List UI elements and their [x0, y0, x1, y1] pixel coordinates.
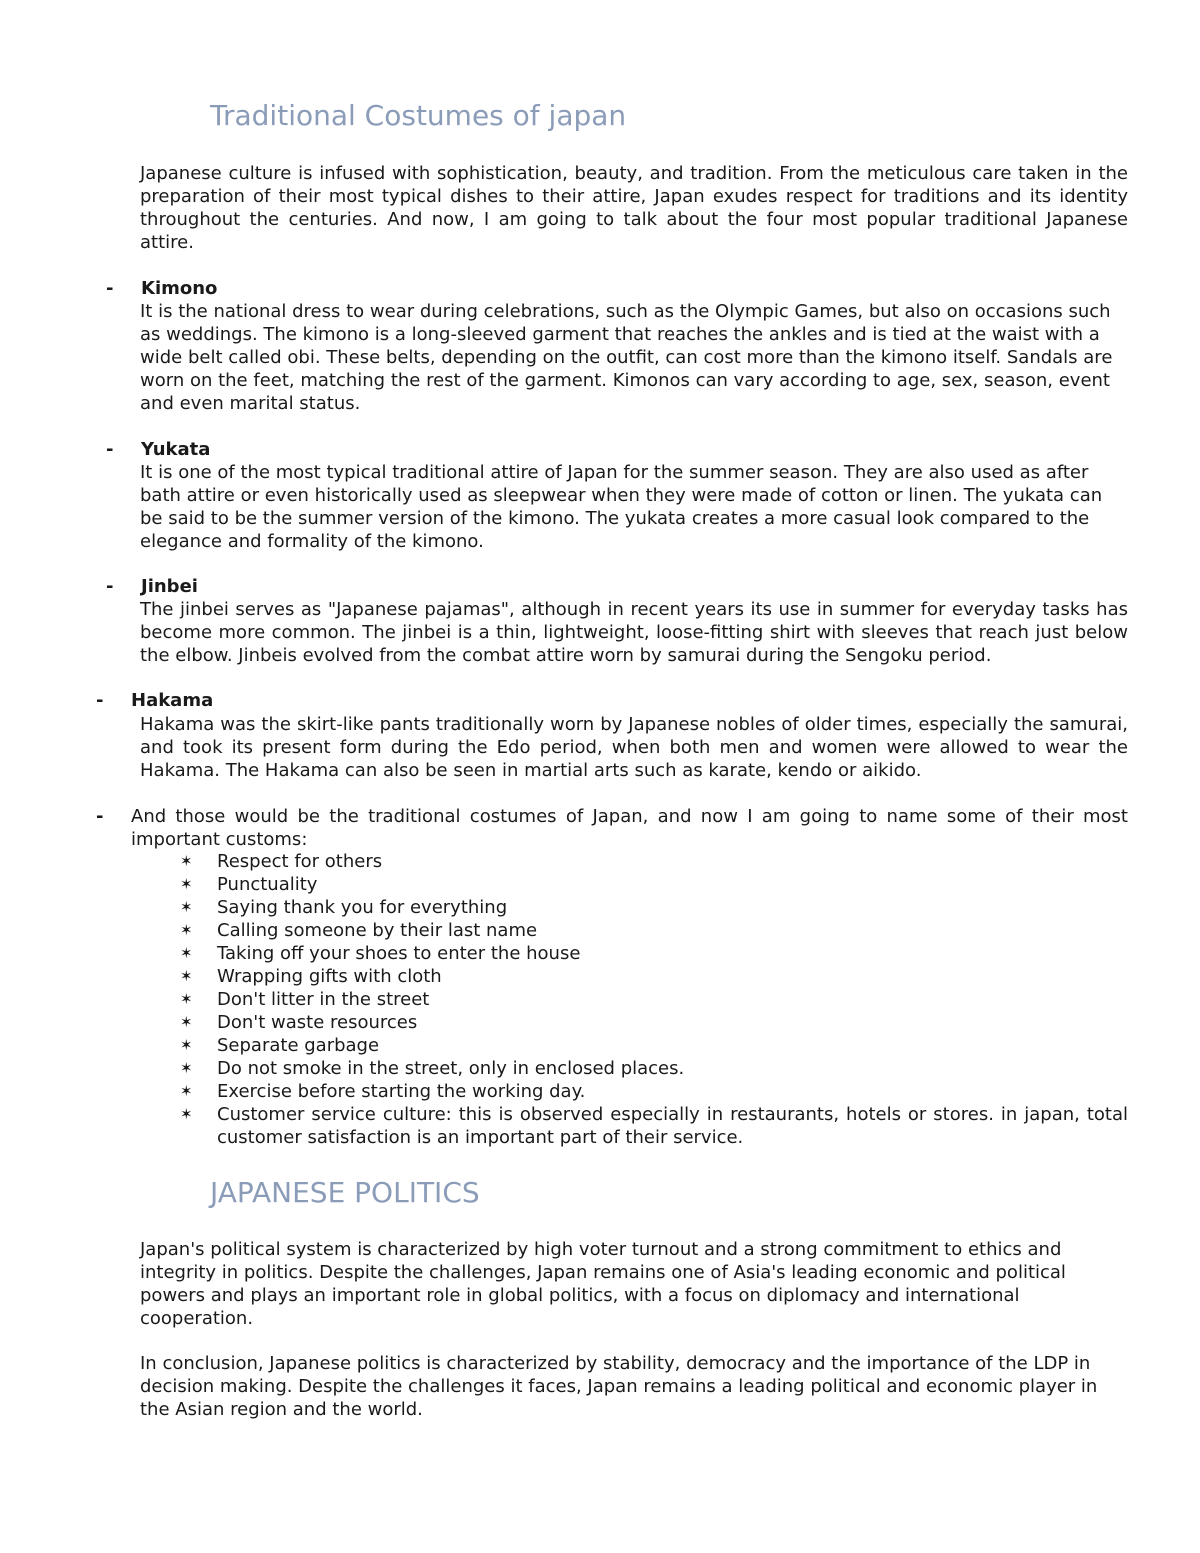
page-title: Traditional Costumes of japan [210, 99, 627, 132]
customs-list-item [180, 1103, 1128, 1149]
bullet-dash: - [106, 278, 114, 299]
custom-text: Don't litter in the street [217, 989, 430, 1010]
custom-text: Calling someone by their last name [217, 920, 538, 941]
customs-list-item [180, 919, 1128, 942]
politics-title: JAPANESE POLITICS [210, 1176, 480, 1209]
customs-list-item [180, 896, 1128, 919]
bullet-dash: - [106, 439, 114, 460]
section-text-yukata: It is one of the most typical traditional attire of Japan for the summer season. They are also used as after bath attire or even historically used as sleepwear when they were made of cotton or linen. The yukata can be said to be the summer version of the kimono. The yukata creates a more casual look compared to the elegance and formality of the kimono. [140, 462, 1103, 552]
section-heading-hakama: Hakama [131, 690, 214, 711]
customs-list-item [180, 1011, 1128, 1034]
custom-text: Exercise before starting the working day. [217, 1081, 586, 1102]
star-bullet-icon: ✶ [180, 967, 193, 985]
custom-text: Wrapping gifts with cloth [217, 966, 442, 987]
star-bullet-icon: ✶ [180, 990, 193, 1008]
section-text-hakama: Hakama was the skirt-like pants traditionally worn by Japanese nobles of older times, especially the samurai, and took its present form during the Edo period, when both men and women were allowed to wear the Hakama. The Hakama can also be seen in martial arts such as karate, kendo or aikido. [140, 714, 1128, 781]
customs-list-item [180, 988, 1128, 1011]
custom-text: Respect for others [217, 851, 383, 872]
customs-list-item [180, 873, 1128, 896]
section-heading-kimono: Kimono [141, 278, 218, 299]
star-bullet-icon: ✶ [180, 1105, 193, 1123]
star-bullet-icon: ✶ [180, 944, 193, 962]
customs-list [180, 850, 1128, 1149]
section-text-kimono: It is the national dress to wear during celebrations, such as the Olympic Games, but also on occasions such as weddings. The kimono is a long-sleeved garment that reaches the ankles and is tied at the waist with a wide belt called obi. These belts, depending on the outfit, can cost more than the kimono itself. Sandals are worn on the feet, matching the rest of the garment. Kimonos can vary according to age, sex, season, event and even marital status. [140, 301, 1113, 414]
customs-list-item [180, 1080, 1128, 1103]
section-heading-yukata: Yukata [141, 439, 211, 460]
star-bullet-icon: ✶ [180, 875, 193, 893]
section-heading-jinbei: Jinbei [141, 576, 198, 597]
custom-text: Customer service culture: this is observed especially in restaurants, hotels or stores. in japan, total customer satisfaction is an important part of their service. [217, 1104, 1128, 1148]
bullet-dash: - [96, 690, 104, 711]
custom-text: Do not smoke in the street, only in enclosed places. [217, 1058, 685, 1079]
star-bullet-icon: ✶ [180, 852, 193, 870]
star-bullet-icon: ✶ [180, 1036, 193, 1054]
star-bullet-icon: ✶ [180, 1059, 193, 1077]
customs-list-item [180, 1057, 1128, 1080]
custom-text: Punctuality [217, 874, 318, 895]
star-bullet-icon: ✶ [180, 1082, 193, 1100]
custom-text: Separate garbage [217, 1035, 380, 1056]
politics-paragraph-1: Japan's political system is characterized by high voter turnout and a strong commitment to ethics and integrity in politics. Despite the challenges, Japan remains one of Asia's leading economic and political powers and plays an important role in global politics, with a focus on diplomacy and international cooperation. [140, 1239, 1066, 1329]
star-bullet-icon: ✶ [180, 1013, 193, 1031]
section-text-jinbei: The jinbei serves as "Japanese pajamas", although in recent years its use in summer for everyday tasks has become more common. The jinbei is a thin, lightweight, loose-fitting shirt with sleeves that reach just below the elbow. Jinbeis evolved from the combat attire worn by samurai during the Sengoku period. [140, 599, 1128, 666]
customs-intro: And those would be the traditional costumes of Japan, and now I am going to name some of their most important customs: [131, 806, 1128, 850]
custom-text: Saying thank you for everything [217, 897, 508, 918]
custom-text: Taking off your shoes to enter the house [217, 943, 581, 964]
star-bullet-icon: ✶ [180, 898, 193, 916]
politics-paragraph-2: In conclusion, Japanese politics is characterized by stability, democracy and the importance of the LDP in decision making. Despite the challenges it faces, Japan remains a leading political and economic player in the Asian region and the world. [140, 1353, 1098, 1420]
star-bullet-icon: ✶ [180, 921, 193, 939]
customs-list-item [180, 942, 1128, 965]
customs-list-item [180, 1034, 1128, 1057]
bullet-dash: - [96, 806, 104, 827]
customs-list-item [180, 965, 1128, 988]
customs-list-item [180, 850, 1128, 873]
bullet-dash: - [106, 576, 114, 597]
custom-text: Don't waste resources [217, 1012, 418, 1033]
intro-paragraph: Japanese culture is infused with sophistication, beauty, and tradition. From the meticulous care taken in the preparation of their most typical dishes to their attire, Japan exudes respect for traditions and its identity throughout the centuries. And now, I am going to talk about the four most popular traditional Japanese attire. [140, 163, 1128, 253]
